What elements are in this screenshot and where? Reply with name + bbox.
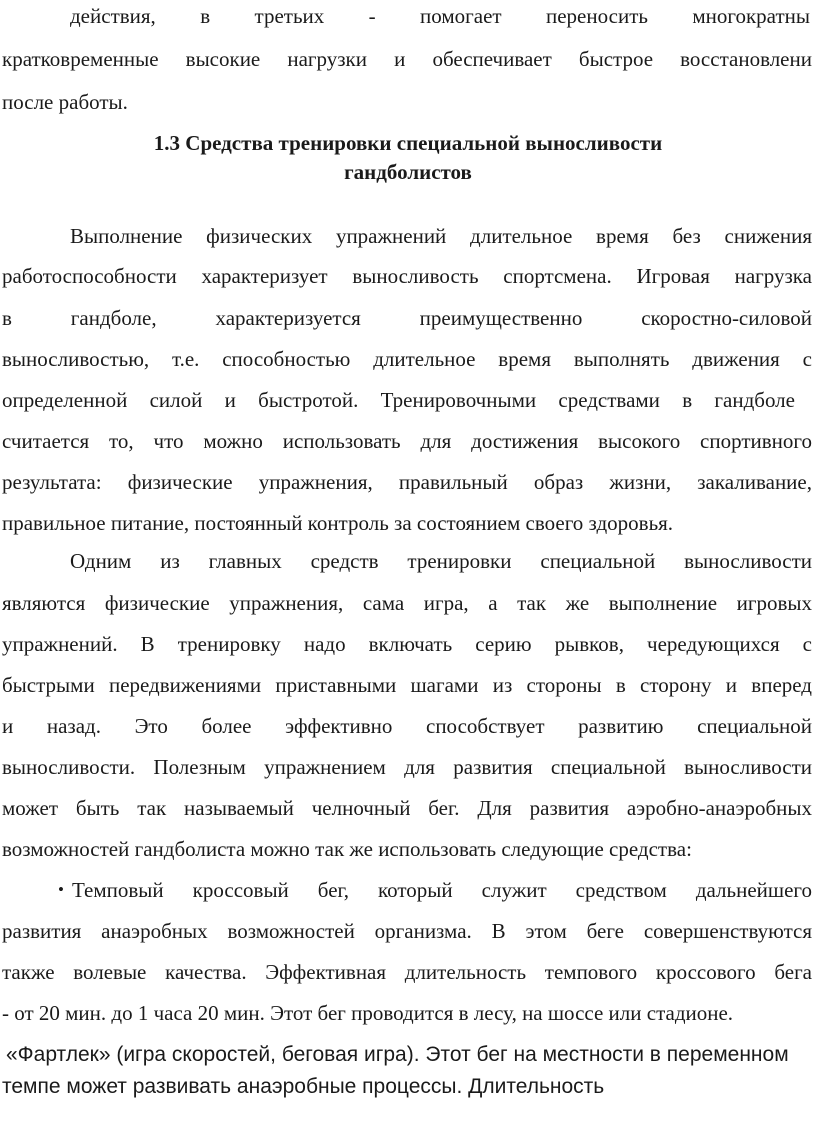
text-line-3: после работы. bbox=[2, 90, 128, 114]
bullet-icon: • bbox=[58, 880, 64, 899]
paragraph-line: Одним из главных средств тренировки специальной выносливости bbox=[70, 549, 812, 573]
paragraph-line: выносливостью, т.е. способностью длительное время выполнять движения с bbox=[2, 347, 812, 371]
section-heading: 1.3 Средства тренировки специальной выносливости bbox=[153, 131, 663, 155]
bullet-line: также волевые качества. Эффективная длительность темпового кроссового бега bbox=[2, 960, 812, 984]
paragraph-line: работоспособности характеризует выносливость спортсмена. Игровая нагрузка bbox=[2, 264, 812, 288]
word: в bbox=[200, 4, 211, 28]
word: третьих bbox=[254, 4, 325, 28]
paragraph-line: может быть так называемый челночный бег. Для развития аэробно-анаэробных bbox=[2, 796, 812, 820]
text-line-1 bbox=[70, 2, 810, 30]
bullet-line: развития анаэробных возможностей организма. В этом беге совершенствуются bbox=[2, 919, 812, 943]
paragraph-line: быстрыми передвижениями приставными шагами из стороны в сторону и вперед bbox=[2, 673, 812, 697]
paragraph-line: упражнений. В тренировку надо включать серию рывков, чередующихся с bbox=[2, 632, 812, 656]
word: переносить bbox=[546, 4, 648, 28]
paragraph-line: результата: физические упражнения, правильный образ жизни, закаливание, bbox=[2, 470, 812, 494]
text-line-2: кратковременные высокие нагрузки и обеспечивает быстрое восстановлени bbox=[2, 47, 812, 71]
paragraph-line: и назад. Это более эффективно способствует развитию специальной bbox=[2, 714, 812, 738]
paragraph-line: в гандболе, характеризуется преимущественно скоростно-силовой bbox=[2, 306, 812, 330]
word: помогает bbox=[420, 4, 502, 28]
paragraph-line: возможностей гандболиста можно так же использовать следующие средства: bbox=[2, 837, 692, 861]
fartlek-line: темпе может развивать анаэробные процессы. Длительность bbox=[2, 1075, 605, 1098]
word: - bbox=[368, 4, 376, 28]
word: многократны bbox=[692, 4, 810, 28]
fartlek-line: «Фартлек» (игра скоростей, беговая игра). Этот бег на местности в переменном bbox=[6, 1043, 789, 1066]
paragraph-line: Выполнение физических упражнений длительное время без снижения bbox=[70, 224, 812, 248]
paragraph-line: определенной силой и быстротой. Тренировочными средствами в гандболе bbox=[2, 388, 795, 412]
word: действия, bbox=[70, 4, 156, 28]
paragraph-line: выносливости. Полезным упражнением для развития специальной выносливости bbox=[2, 755, 812, 779]
section-heading-cont: гандболистов bbox=[344, 160, 472, 184]
paragraph-line: являются физические упражнения, сама игра, а так же выполнение игровых bbox=[2, 591, 812, 615]
paragraph-line: считается то, что можно использовать для достижения высокого спортивного bbox=[2, 429, 812, 453]
bullet-line: - от 20 мин. до 1 часа 20 мин. Этот бег проводится в лесу, на шоссе или стадионе. bbox=[2, 1001, 734, 1025]
bullet-line: Темповый кроссовый бег, который служит средством дальнейшего bbox=[72, 878, 812, 902]
paragraph-line: правильное питание, постоянный контроль за состоянием своего здоровья. bbox=[2, 511, 674, 535]
